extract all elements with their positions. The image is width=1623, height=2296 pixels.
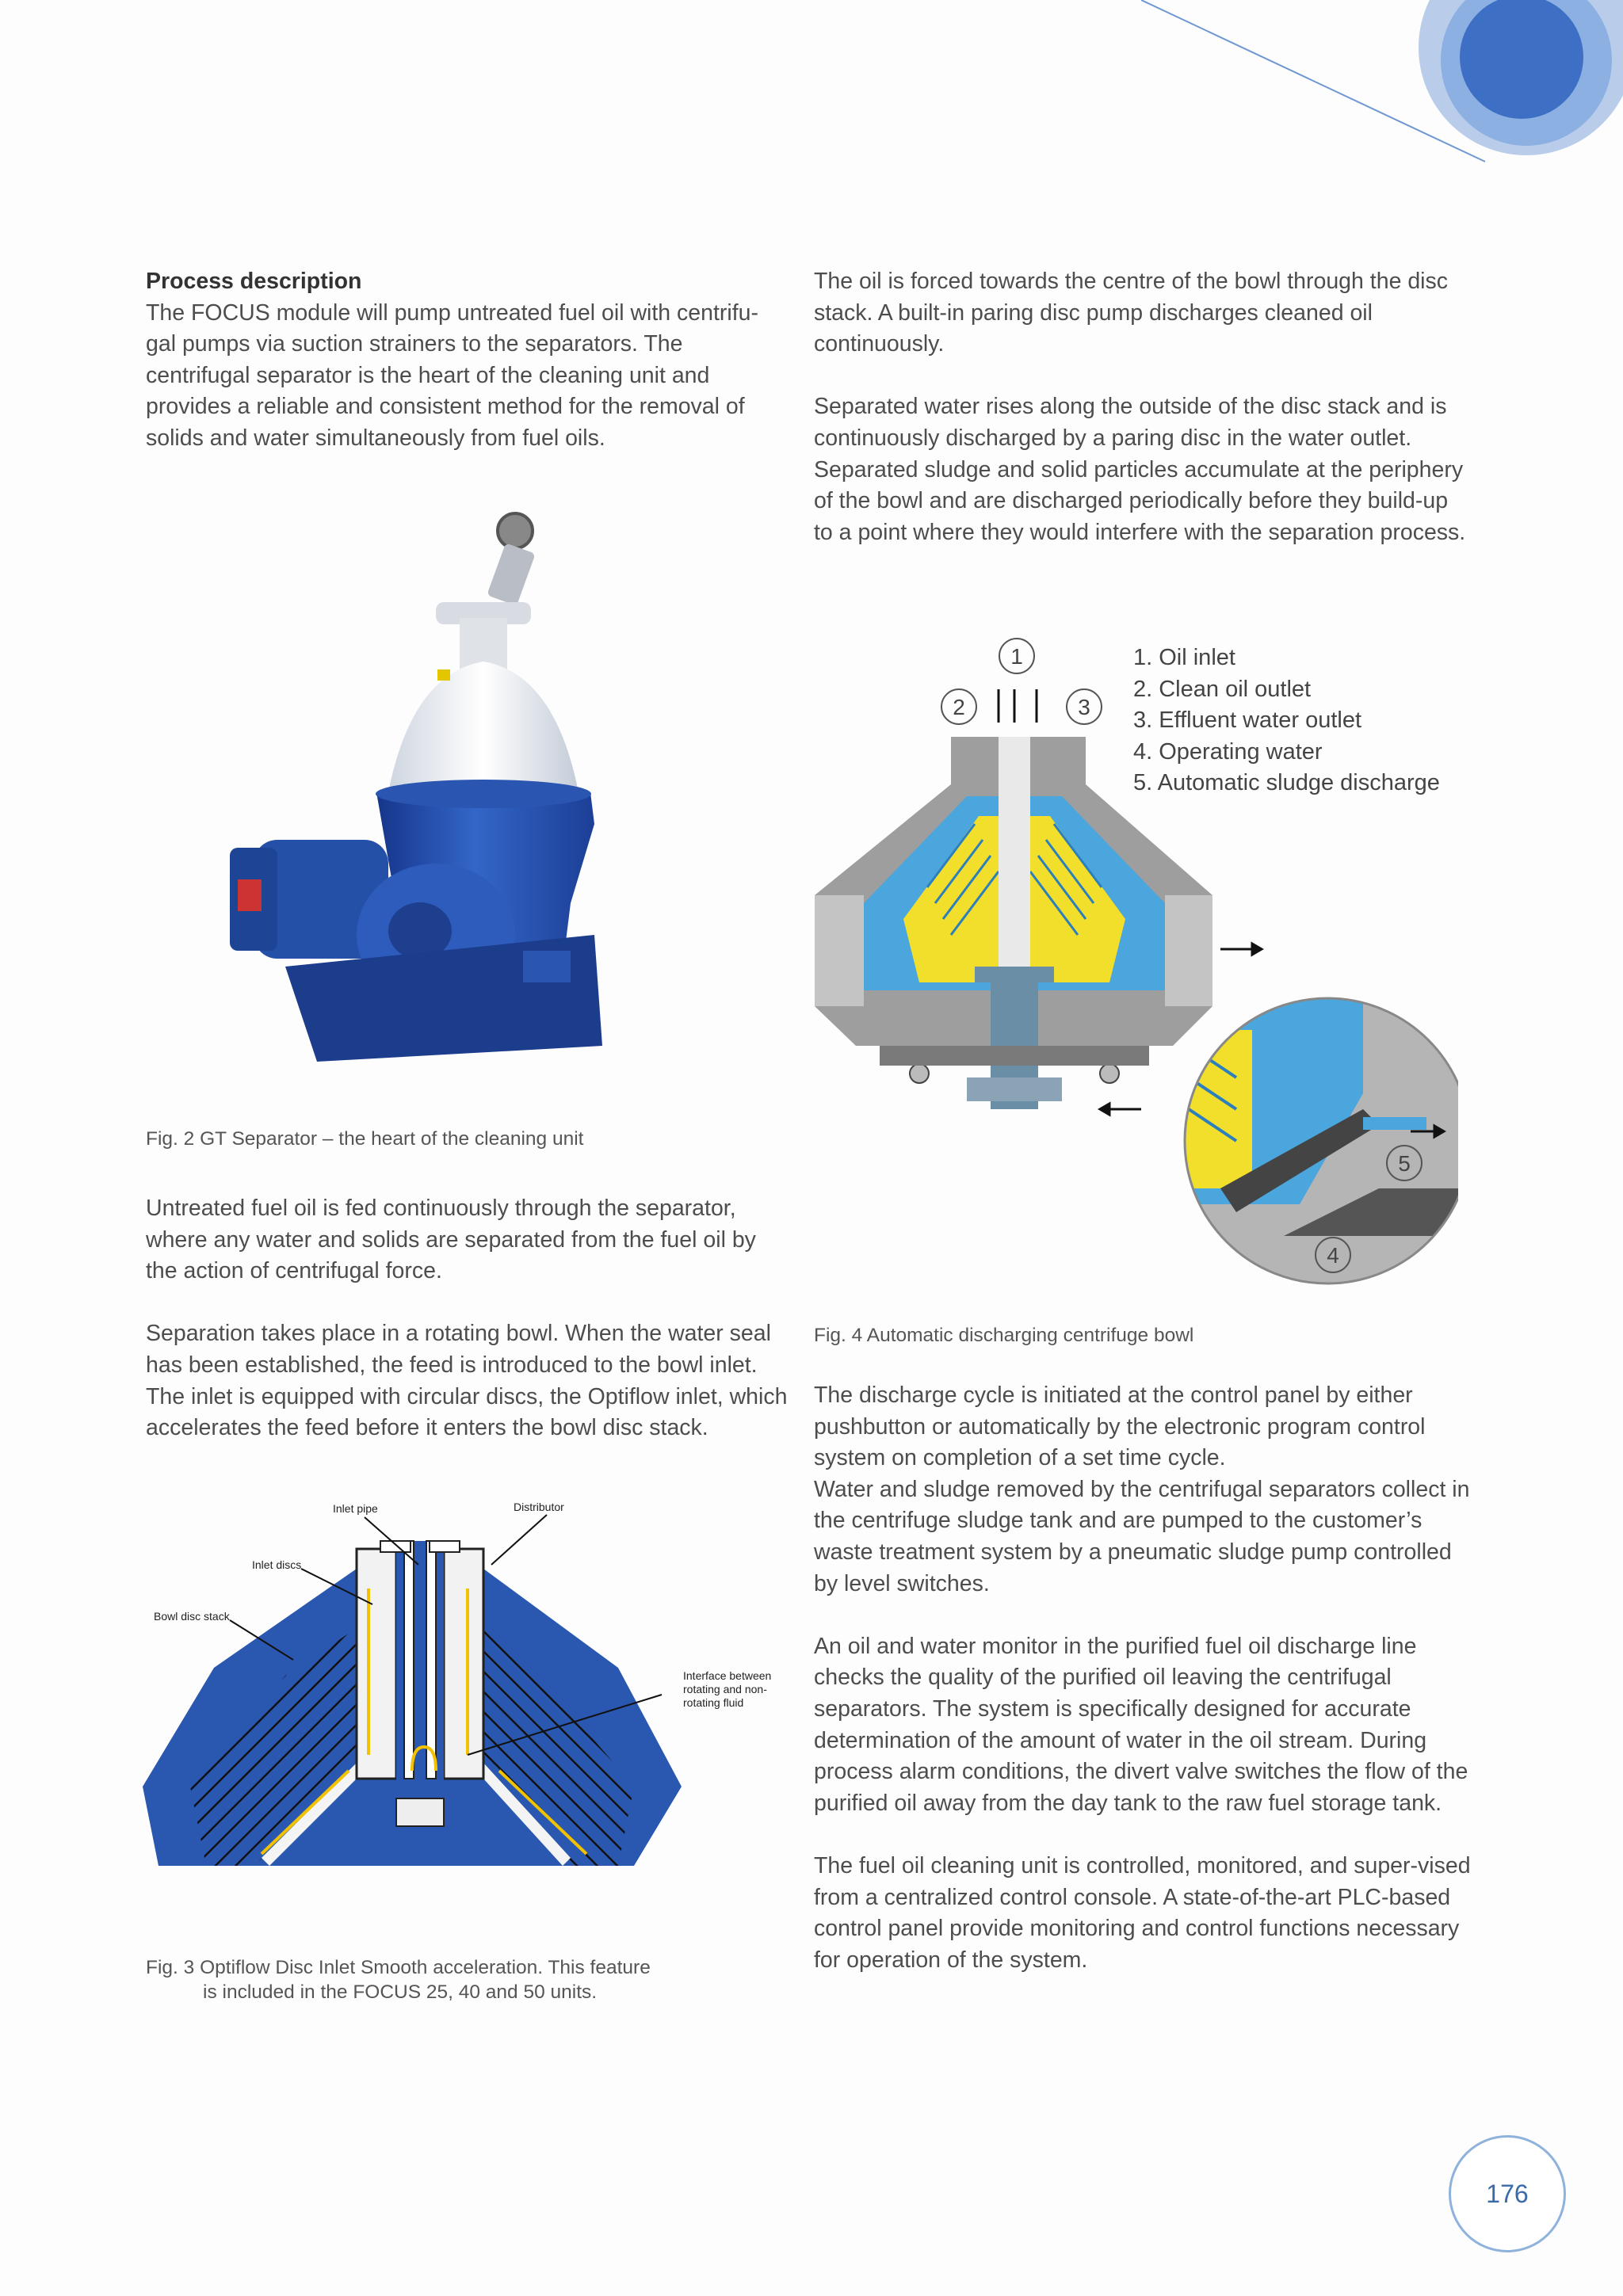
section-heading: Process description	[146, 269, 362, 294]
page-number-badge	[1449, 2135, 1566, 2252]
fig4-legend	[1133, 643, 1440, 799]
label-interface-2: rotating and non-	[683, 1683, 767, 1695]
label-inlet-pipe: Inlet pipe	[333, 1502, 378, 1515]
discharge-cycle-paragraph	[814, 1380, 1472, 1600]
water-sludge-text: Water and sludge removed by the centrifugal separators collect in the centrifuge sludge tank and are pumped to the customer’s waste treatment system by a pneumatic sludge pump controlled by level switches.	[814, 1476, 1470, 1596]
marker-2: 2	[953, 695, 965, 719]
oil-water-monitor-paragraph: An oil and water monitor in the purified fuel oil discharge line checks the quality of the purified oil leaving the centrifugal separators. The system is specifically designed for accurate determination of the amount of water in the oil stream. During process alarm conditions, the divert valve switches the flow of the purified oil away from the day tank to the raw fuel storage tank.	[814, 1633, 1468, 1816]
marker-4: 4	[1327, 1243, 1339, 1268]
marker-5: 5	[1398, 1151, 1411, 1176]
page-number: 176	[1486, 2179, 1529, 2208]
fig3-caption-line1: Fig. 3 Optiflow Disc Inlet Smooth acceleration. This feature	[146, 1957, 651, 1978]
label-interface-3: rotating fluid	[683, 1696, 744, 1709]
separated-water-paragraph: Separated water rises along the outside of the disc stack and is continuously discharged by a paring disc in the water outlet. Separated sludge and solid particles accumulate at the periphery of the bowl and are discharged periodically before they build-up to a point where they would interfere with the separation process.	[814, 394, 1466, 545]
label-bowl-disc-stack: Bowl disc stack	[154, 1610, 230, 1623]
left-column	[146, 266, 788, 455]
separation-paragraph: Separation takes place in a rotating bowl. When the water seal has been established, the feed is introduced to the bowl inlet. The inlet is equipped with circular discs, the Optiflow inlet, which accelerates the feed before it enters the bowl disc stack.	[146, 1321, 788, 1441]
fig3-caption-line2: is included in the FOCUS 25, 40 and 50 units.	[203, 1981, 598, 2003]
process-description-section	[146, 266, 788, 455]
legend-item-oil-inlet: 1. Oil inlet	[1133, 645, 1235, 670]
label-inlet-discs: Inlet discs	[252, 1558, 302, 1571]
intro-paragraph: The FOCUS module will pump untreated fuel oil with centrifu-gal pumps via suction strainers to the separators. The centrifugal separator is the heart of the cleaning unit and provides a reliable and consistent method for the removal of solids and water simultaneously from fuel oils.	[146, 299, 758, 451]
right-column-upper	[814, 266, 1472, 548]
gt-separator-photo	[222, 491, 634, 1062]
label-distributor: Distributor	[514, 1501, 564, 1513]
legend-item-effluent-water-outlet: 3. Effluent water outlet	[1133, 707, 1362, 733]
label-interface-1: Interface between	[683, 1669, 772, 1682]
fig2-caption: Fig. 2 GT Separator – the heart of the cleaning unit	[146, 1128, 584, 1150]
control-console-paragraph: The fuel oil cleaning unit is controlled, monitored, and super-vised from a centralized control console. A state-of-the-art PLC-based control panel provide monitoring and control functions necessary for operation of the system.	[814, 1852, 1471, 1973]
oil-forced-paragraph: The oil is forced towards the centre of the bowl through the disc stack. A built-in paring disc pump discharges cleaned oil continuously.	[814, 269, 1449, 357]
left-lower-text	[146, 1193, 788, 1444]
discharge-cycle-text: The discharge cycle is initiated at the control panel by either pushbutton or automatically by the electronic program control system on completion of a set time cycle.	[814, 1383, 1426, 1471]
legend-item-sludge-discharge: 5. Automatic sludge discharge	[1133, 770, 1440, 795]
legend-item-clean-oil-outlet: 2. Clean oil outlet	[1133, 676, 1312, 702]
marker-3: 3	[1078, 695, 1090, 719]
corner-decoration	[1141, 0, 1623, 182]
optiflow-inlet-diagram	[143, 1493, 792, 1961]
fig4-caption: Fig. 4 Automatic discharging centrifuge bowl	[814, 1325, 1194, 1346]
untreated-fuel-paragraph: Untreated fuel oil is fed continuously through the separator, where any water and solids are separated from the fuel oil by the action of centrifugal force.	[146, 1196, 756, 1284]
right-column-lower	[814, 1380, 1472, 1976]
legend-item-operating-water: 4. Operating water	[1133, 738, 1323, 765]
fig3-caption	[146, 1955, 651, 2004]
marker-1: 1	[1010, 644, 1023, 669]
